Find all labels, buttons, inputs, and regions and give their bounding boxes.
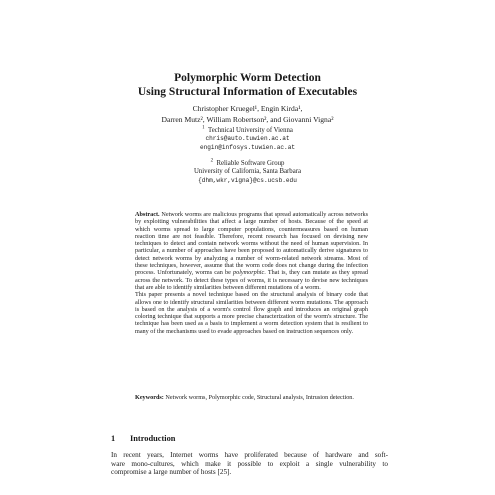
abstract: [135, 211, 368, 335]
section-number: 1: [111, 434, 116, 443]
affiliation-2-name: Reliable Software Group: [216, 160, 285, 167]
affiliation-2: [0, 160, 495, 185]
title-line-1: Polymorphic Worm Detection: [174, 72, 321, 84]
abstract-paragraph-1: [135, 211, 368, 291]
abstract-text-1-rest: . That is, they can mutate as they spread across the network. To detect these types of worms, it is necessary to devise new techniques that are able to identify similarities between different mutations of a worm.: [135, 269, 368, 291]
affiliation-1: [0, 127, 495, 152]
affiliation-1-email-1: chris@auto.tuwien.ac.at: [205, 135, 290, 143]
intro-line-2: ware mono-cultures, which make it possible to exploit a single vulnerability to: [111, 459, 388, 468]
author-list: [0, 104, 495, 125]
affiliation-1-marker: 1: [202, 125, 205, 131]
intro-paragraph: [111, 451, 388, 477]
affiliation-2-place: University of California, Santa Barbara: [193, 168, 302, 176]
intro-line-1: In recent years, Internet worms have proliferated because of hardware and soft-: [111, 451, 388, 459]
affiliation-2-marker: 2: [210, 158, 214, 164]
section-heading: [111, 434, 175, 443]
keywords-text: Network worms, Polymorphic code, Structural analysis, Intrusion detection.: [165, 394, 354, 401]
authors-line-1: Christopher Kruegel¹, Engin Kirda¹,: [192, 104, 303, 113]
abstract-label: Abstract.: [135, 211, 160, 218]
keywords-label: Keywords:: [135, 394, 164, 401]
abstract-emphasis: polymorphic: [233, 269, 265, 277]
abstract-paragraph-2: This paper presents a novel technique based on the structural analysis of binary code that allows one to identify structural similarities between different worm mutations. The approach is based on the analysis of a worm's control flow graph and introduces an original graph coloring technique that supports a more precise characterization of the worm's structure. The technique has been used as a basis to implement a worm detection system that is resilient to many of the mechanisms used to evade approaches based on instruction sequences only.: [135, 291, 368, 335]
paper-title: [0, 71, 495, 99]
keywords: [135, 394, 368, 401]
abstract-text-1: Network worms are malicious programs that spread automatically across networks by exploiting vulnerabilities that affect a large number of hosts. Because of the speed at which worms spread to large computer populations, countermeasures based on human reaction time are not feasible. Therefore, recent research has focused on devising new techniques to detect and contain network worms without the need of human supervision. In particular, a number of approaches have been proposed to automatically derive signatures to detect network worms by analyzing a number of worm-related network streams. Most of these techniques, however, assume that the worm code does not change during the infection process. Unfortunately, worms can be: [135, 211, 368, 277]
affiliation-1-name: Technical University of Vienna: [208, 127, 293, 134]
section-title: Introduction: [130, 434, 176, 443]
intro-line-3: compromise a large number of hosts [25].: [111, 468, 232, 477]
title-line-2: Using Structural Information of Executables: [137, 86, 358, 98]
affiliation-1-email-2: engin@infosys.tuwien.ac.at: [199, 143, 296, 151]
authors-line-2: Darren Mutz², William Robertson², and Giovanni Vigna²: [161, 114, 334, 124]
affiliation-2-email-1: {dhm,wkr,vigna}@cs.ucsb.edu: [198, 176, 297, 184]
